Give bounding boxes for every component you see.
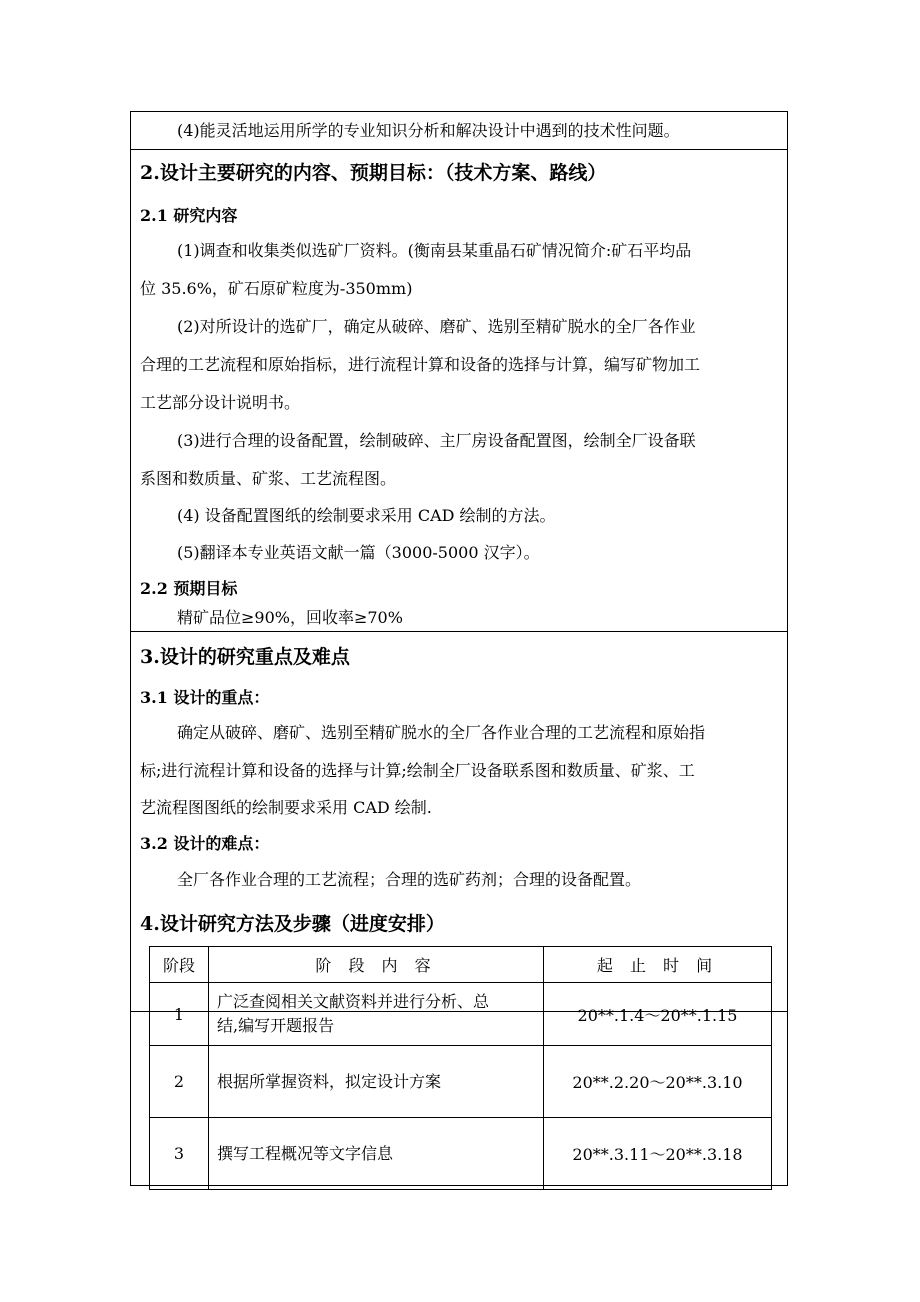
research-item-4: (4) 设备配置图纸的绘制要求采用 CAD 绘制的方法。 — [177, 506, 556, 525]
stage-content: 根据所掌握资料，拟定设计方案 — [209, 1046, 544, 1118]
difficulties-text: 全厂各作业合理的工艺流程；合理的选矿药剂；合理的设备配置。 — [177, 870, 642, 889]
table-row — [150, 983, 772, 1046]
header-stage: 阶段 — [150, 947, 209, 983]
research-item-3-line-1: (3)进行合理的设备配置，绘制破碎、主厂房设备配置图，绘制全厂设备联 — [177, 431, 696, 450]
header-period: 起 止 时 间 — [544, 947, 772, 983]
header-content: 阶 段 内 容 — [209, 947, 544, 983]
research-item-1-line-1: (1)调查和收集类似选矿厂资料。(衡南县某重晶石矿情况简介:矿石平均品 — [177, 241, 692, 260]
stage-period: 20**.1.4～20**.1.15 — [544, 983, 772, 1046]
stage-period: 20**.3.11～20**.3.18 — [544, 1118, 772, 1190]
schedule-header-row — [150, 947, 772, 983]
stage-period: 20**.2.20～20**.3.10 — [544, 1046, 772, 1118]
key-points-line-1: 确定从破碎、磨矿、选别至精矿脱水的全厂各作业合理的工艺流程和原始指 — [177, 723, 706, 742]
stage-content: 撰写工程概况等文字信息 — [209, 1118, 544, 1190]
section-2 — [131, 150, 787, 632]
stage-content — [209, 983, 544, 1046]
research-item-3-line-2: 系图和数质量、矿浆、工艺流程图。 — [140, 469, 397, 488]
key-points-line-3: 艺流程图图纸的绘制要求采用 CAD 绘制. — [140, 798, 432, 817]
section-2-title: 2.设计主要研究的内容、预期目标：（技术方案、路线） — [140, 162, 607, 184]
section-1-continuation — [131, 112, 787, 150]
research-item-1-line-2: 位 35.6%，矿石原矿粒度为-350mm) — [140, 279, 413, 298]
objective-item-4: (4)能灵活地运用所学的专业知识分析和解决设计中遇到的技术性问题。 — [177, 121, 680, 140]
subsection-3-1-title: 3.1 设计的重点： — [140, 688, 270, 707]
research-item-2-line-3: 工艺部分设计说明书。 — [140, 393, 301, 412]
research-item-2-line-1: (2)对所设计的选矿厂，确定从破碎、磨矿、选别至精矿脱水的全厂各作业 — [177, 317, 696, 336]
table-row — [150, 1046, 772, 1118]
section-4-title: 4.设计研究方法及步骤（进度安排） — [140, 913, 445, 935]
stage-number: 2 — [150, 1046, 209, 1118]
stage-number: 3 — [150, 1118, 209, 1190]
key-points-line-2: 标;进行流程计算和设备的选择与计算;绘制全厂设备联系图和数质量、矿浆、工 — [140, 761, 695, 780]
schedule-table — [149, 946, 772, 1190]
stage-content-line-2: 结,编写开题报告 — [217, 1016, 335, 1035]
subsection-2-1-title: 2.1 研究内容 — [140, 206, 238, 225]
proposal-form-frame — [130, 111, 788, 1186]
stage-number: 1 — [150, 983, 209, 1046]
stage-content-line-1: 广泛查阅相关文献资料并进行分析、总 — [217, 992, 490, 1011]
section-3-title: 3.设计的研究重点及难点 — [140, 646, 350, 668]
research-item-5: (5)翻译本专业英语文献一篇（3000-5000 汉字）。 — [177, 543, 540, 562]
expected-target: 精矿品位≥90%，回收率≥70% — [177, 608, 403, 627]
research-item-2-line-2: 合理的工艺流程和原始指标，进行流程计算和设备的选择与计算，编写矿物加工 — [140, 355, 701, 374]
subsection-3-2-title: 3.2 设计的难点： — [140, 834, 270, 853]
subsection-2-2-title: 2.2 预期目标 — [140, 579, 238, 598]
table-row — [150, 1118, 772, 1190]
